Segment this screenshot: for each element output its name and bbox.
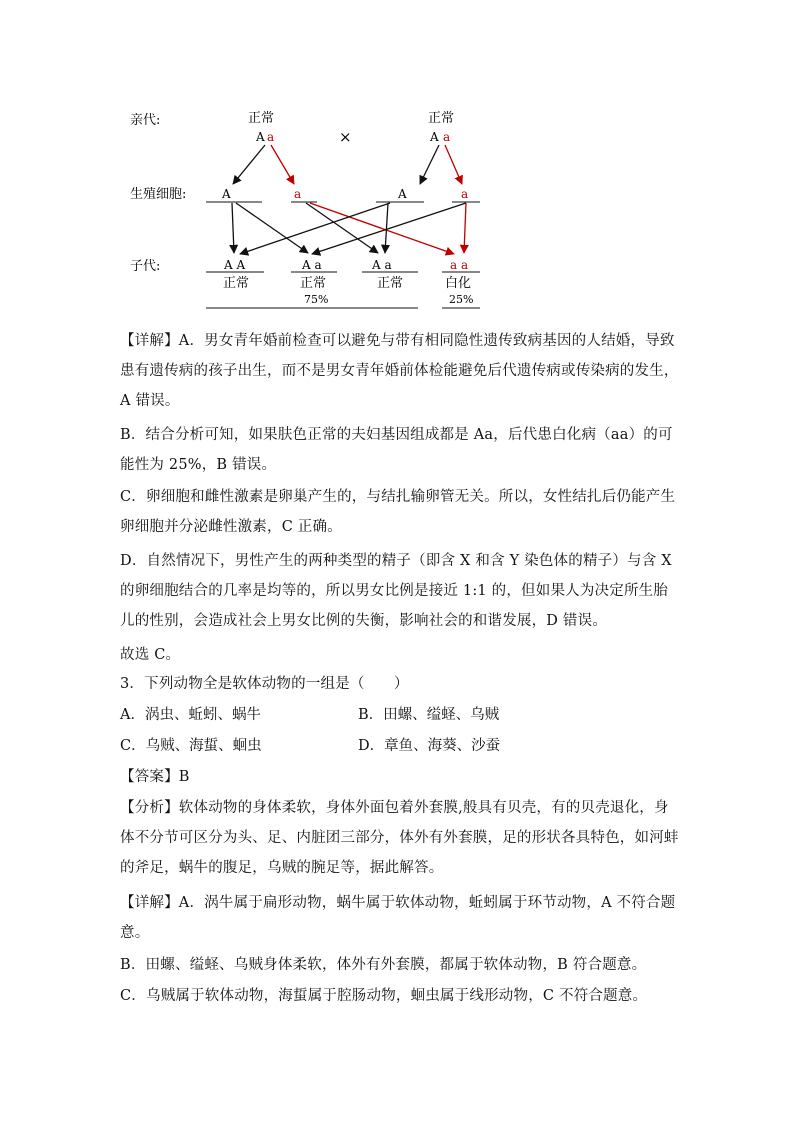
arrow-a-to-aa xyxy=(310,203,454,254)
choose-answer: 故选 C。 xyxy=(120,647,181,663)
offspring-1-genotype: A A xyxy=(224,258,246,272)
arrow-a2-to-aa xyxy=(464,203,466,253)
parent-left-phenotype: 正常 xyxy=(248,111,275,126)
question-3-option-d: D．章鱼、海葵、沙蚕 xyxy=(358,738,501,754)
offspring-generation-label: 子代: xyxy=(130,259,161,274)
arrow-a2-to-Aa xyxy=(312,203,466,254)
cross-symbol: × xyxy=(339,128,352,146)
gamete-4: a xyxy=(461,187,469,201)
analysis-paragraph: 【分析】软体动物的身体柔软，身体外面包着外套膜,般具有贝壳，有的贝壳退化，身体不分节可区分为头、足、内脏团三部分，体外有外套膜，足的形状各具特色，如河蚌的斧足，蜗牛的腹足，乌贼的腕足等，据此解答。 xyxy=(120,800,679,876)
offspring-4-genotype: a a xyxy=(450,258,469,272)
albino-ratio: 25% xyxy=(449,293,474,306)
parent-right-genotype-recessive: a xyxy=(443,130,451,144)
parent-right-phenotype: 正常 xyxy=(428,111,455,126)
parent-left-genotype-recessive: a xyxy=(267,130,275,144)
arrow-A-to-Aa xyxy=(236,203,308,253)
offspring-2-genotype: A a xyxy=(302,258,322,272)
inheritance-diagram xyxy=(0,0,794,320)
detail-a-paragraph: 【详解】A．男女青年婚前检查可以避免与带有相同隐性遗传致病基因的人结婚，导致患有遗传病的孩子出生，而不是男女青年婚前体检能避免后代遗传病或传染病的发生，A 错误。 xyxy=(120,333,679,409)
answer: 【答案】B xyxy=(120,769,190,785)
arrow-parent-right-to-gamete-A xyxy=(420,145,439,184)
detail3-c-paragraph: C．乌贼属于软体动物，海蜇属于腔肠动物，蛔虫属于线形动物，C 不符合题意。 xyxy=(120,988,648,1004)
question-3-option-a: A．涡虫、蚯蚓、蜗牛 xyxy=(120,707,261,723)
gamete-1: A xyxy=(222,187,231,201)
gamete-3: A xyxy=(398,187,407,201)
arrow-parent-right-to-gamete-a xyxy=(445,145,462,184)
parent-left-genotype-dominant: A xyxy=(256,130,265,144)
offspring-2-phenotype: 正常 xyxy=(300,276,327,291)
arrow-A2-to-Aa xyxy=(385,203,388,253)
parent-right-genotype-dominant: A xyxy=(430,130,439,144)
option-b-explanation: B．结合分析可知，如果肤色正常的夫妇基因组成都是 Aa，后代患白化病（aa）的可能性为 25%，B 错误。 xyxy=(120,427,673,473)
question-3: 3．下列动物全是软体动物的一组是（ ） xyxy=(120,676,409,692)
question-3-option-b: B．田螺、缢蛏、乌贼 xyxy=(358,707,500,723)
parent-generation-label: 亲代: xyxy=(130,113,161,128)
offspring-3-genotype: A a xyxy=(372,258,392,272)
gamete-label: 生殖细胞: xyxy=(130,187,187,202)
arrow-parent-left-to-gamete-a xyxy=(271,145,294,184)
detail3-b-paragraph: B．田螺、缢蛏、乌贼身体柔软，体外有外套膜，都属于软体动物，B 符合题意。 xyxy=(120,957,647,973)
arrow-A-to-AA xyxy=(232,203,234,253)
offspring-1-phenotype: 正常 xyxy=(223,276,250,291)
arrow-parent-left-to-gamete-A xyxy=(233,145,265,184)
detail3-a-paragraph: 【详解】A．涡牛属于扁形动物，蜗牛属于软体动物，蚯蚓属于环节动物，A 不符合题意。 xyxy=(120,895,676,941)
option-c-explanation: C．卵细胞和雌性激素是卵巢产生的，与结扎输卵管无关。所以，女性结扎后仍能产生卵细胞并分泌雌性激素，C 正确。 xyxy=(120,489,676,535)
offspring-4-phenotype: 白化 xyxy=(445,276,472,291)
question-3-option-c: C．乌贼、海蜇、蛔虫 xyxy=(120,738,262,754)
normal-ratio: 75% xyxy=(304,293,329,306)
offspring-3-phenotype: 正常 xyxy=(377,276,404,291)
gamete-2: a xyxy=(294,187,302,201)
option-d-explanation: D．自然情况下，男性产生的两种类型的精子（即含 X 和含 Y 染色体的精子）与含 X 的卵细胞结合的几率是均等的，所以男女比例是接近 1:1 的，但如果人为决定所生胎儿的性别，会造成社会上男女比例的失衡，影响社会的和谐发展，D 错误。 xyxy=(120,553,672,629)
